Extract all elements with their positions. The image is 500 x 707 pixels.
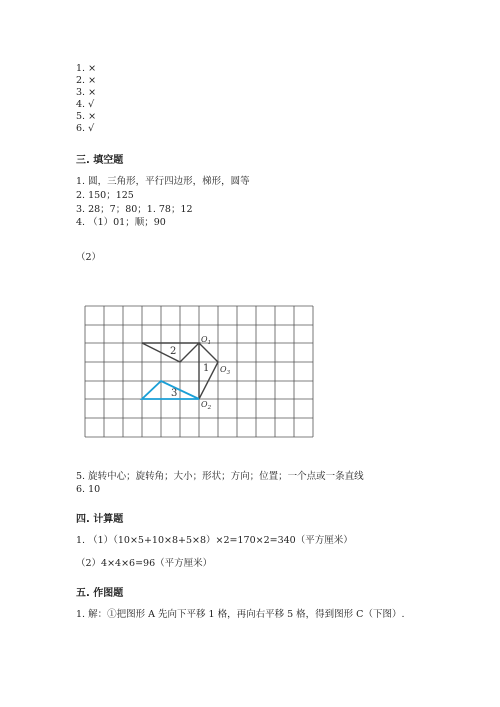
answer-line-6: 6. √ (76, 123, 95, 134)
answer-line-2: 2. × (76, 75, 97, 86)
answer-line-1: 1. × (76, 63, 97, 74)
fill-answer-1: 1. 圆，三角形，平行四边形，梯形，圆等 (76, 176, 250, 187)
fill-answer-6: 6. 10 (76, 484, 101, 495)
fill-answer-2: 2. 150；125 (76, 190, 134, 201)
answer-line-3: 3. × (76, 87, 97, 98)
calc-answer-2: （2）4×4×6=96（平方厘米） (76, 558, 213, 569)
answer-line-5: 5. × (76, 111, 97, 122)
calc-answer-1: 1. （1）（10×5+10×8+5×8）×2=170×2=340（平方厘米） (76, 535, 353, 546)
label-1: 1 (203, 363, 210, 374)
fill-answer-5: 5. 旋转中心；旋转角；大小；形状；方向；位置；一个点或一条直线 (76, 471, 364, 482)
drawing-answer-1: 1. 解：①把图形 A 先向下平移 1 格，再向右平移 5 格，得到图形 C（下图）. (76, 609, 405, 620)
section-heading-drawing: 五. 作图题 (76, 588, 124, 599)
label-o1: $O_1$ (201, 335, 212, 346)
label-o2: $O_2$ (201, 400, 212, 411)
answer-line-4: 4. √ (76, 99, 95, 110)
label-3: 3 (171, 388, 178, 399)
fill-answer-4: 4. （1）01；顺；90 (76, 217, 166, 228)
section-heading-calculation: 四. 计算题 (76, 514, 124, 525)
label-2: 2 (170, 346, 177, 357)
section-heading-fill-in: 三. 填空题 (76, 155, 124, 166)
label-o3: $O_3$ (220, 365, 231, 376)
fill-answer-3: 3. 28；7；80；1. 78；12 (76, 204, 193, 215)
fill-answer-4-part-2: （2） (76, 252, 102, 263)
